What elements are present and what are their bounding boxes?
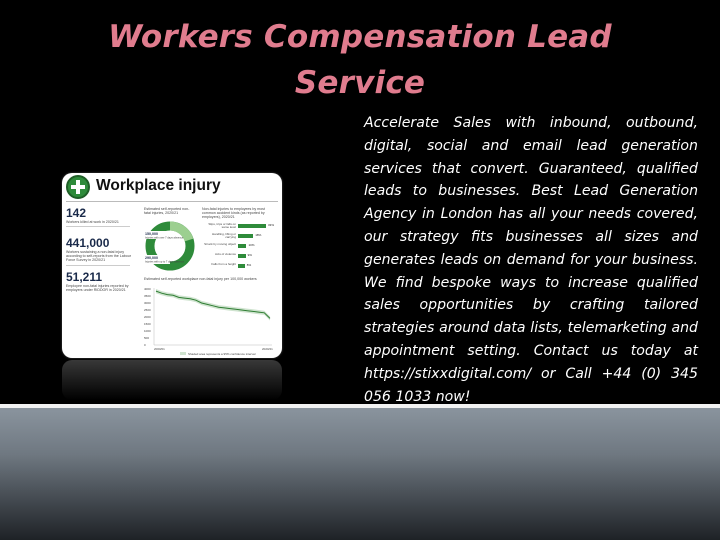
trend-y-tick-label: 0	[144, 343, 146, 347]
bar-row	[202, 243, 278, 249]
trend-y-tick-label: 1500	[144, 322, 151, 326]
donut-caption: Estimated self-reported non-fatal injuries, 2020/21	[144, 207, 190, 216]
donut-inner-value: 150,000	[145, 232, 158, 236]
trend-caption: Estimated self-reported workplace non-fatal injury per 100,000 workers	[144, 277, 257, 281]
bars-caption: Non-fatal injuries to employees by most common accident kinds (as reported by employers), 2020/21	[202, 207, 265, 220]
trend-y-tick-label: 500	[144, 336, 150, 340]
stat-value: 51,211	[66, 270, 103, 284]
trend-y-tick-labels	[144, 287, 151, 347]
bar-value: 10%	[248, 243, 255, 247]
trend-y-tick-label: 2000	[144, 315, 151, 319]
bar-row	[202, 263, 278, 269]
donut-inner-desc: Injuries with up to 7 days absence	[145, 260, 185, 264]
donut-inner-desc: Injuries with over 7 days absence	[145, 236, 184, 240]
trend-y-tick-label: 3000	[144, 301, 151, 305]
trend-y-tick-label: 3500	[144, 294, 151, 298]
bar-label: Falls from a height	[211, 262, 236, 266]
bar-row	[202, 223, 278, 229]
infographic-title: Workplace injury	[96, 177, 221, 194]
bar-label: Struck by moving object	[204, 242, 236, 246]
bar-value: 33%	[268, 223, 275, 227]
trend-confidence-band	[156, 289, 270, 321]
slide-title	[60, 14, 660, 106]
bar-fill	[238, 264, 245, 268]
bar-fill	[238, 234, 253, 238]
bar-fill	[238, 244, 246, 248]
bar-label: Acts of violence	[214, 252, 236, 256]
stat-value: 142	[66, 206, 87, 220]
trend-y-tick-label: 2500	[144, 308, 151, 312]
slide-body-text: Accelerate Sales with inbound, outbound, digital, social and email lead generation services that convert. Guaranteed, qualified leads to businesses. Best Lead Generation Agency in London has all your needs covered, our strategy fits businesses all sizes and generates leads on demand for your business. We find bespoke ways to increase qualified sales opportunities by crafting tailored strategies around data lists, telemarketing and appointment setting. Contact us today at https://stixxdigital.com/ or Call +44 (0) 345 056 1033 now!	[364, 115, 698, 405]
bar-label: Handling, lifting or carrying	[211, 232, 236, 240]
trend-x-label-start: 2000/01	[154, 347, 165, 351]
infographic-reflection	[62, 360, 282, 400]
bar-fill	[238, 224, 266, 228]
trend-legend: Shaded area represents a 95% confidence interval	[188, 352, 256, 356]
bar-row	[202, 233, 278, 239]
trend-y-tick-label: 4000	[144, 287, 151, 291]
bar-row	[202, 253, 278, 259]
trend-x-label-end: 2020/21	[262, 347, 273, 351]
bar-value: 8%	[246, 263, 252, 267]
stat-description: Workers killed at work in 2020/21	[66, 220, 119, 224]
slide-title-line-2: Service	[294, 65, 426, 101]
stat-description: Workers sustaining a non-fatal injury according to self-reports from the Labour Force Survey in 2020/21	[66, 250, 131, 263]
trend-legend-swatch	[180, 352, 186, 355]
bar-fill	[238, 254, 246, 258]
slide-title-line-1: Workers Compensation Lead	[108, 19, 612, 55]
bar-value: 18%	[255, 233, 262, 237]
bar-value: 9%	[247, 253, 252, 257]
trend-y-tick-label: 1000	[144, 329, 151, 333]
donut-inner-value: 290,000	[145, 256, 158, 260]
stat-description: Employee non-fatal injuries reported by employers under RIDDOR in 2020/21	[66, 284, 129, 293]
workplace-injury-infographic	[62, 173, 282, 358]
stat-value: 441,000	[66, 236, 110, 250]
slide-lower-gradient	[0, 408, 720, 540]
bar-label: Slips, trips or falls on same level	[208, 222, 236, 230]
